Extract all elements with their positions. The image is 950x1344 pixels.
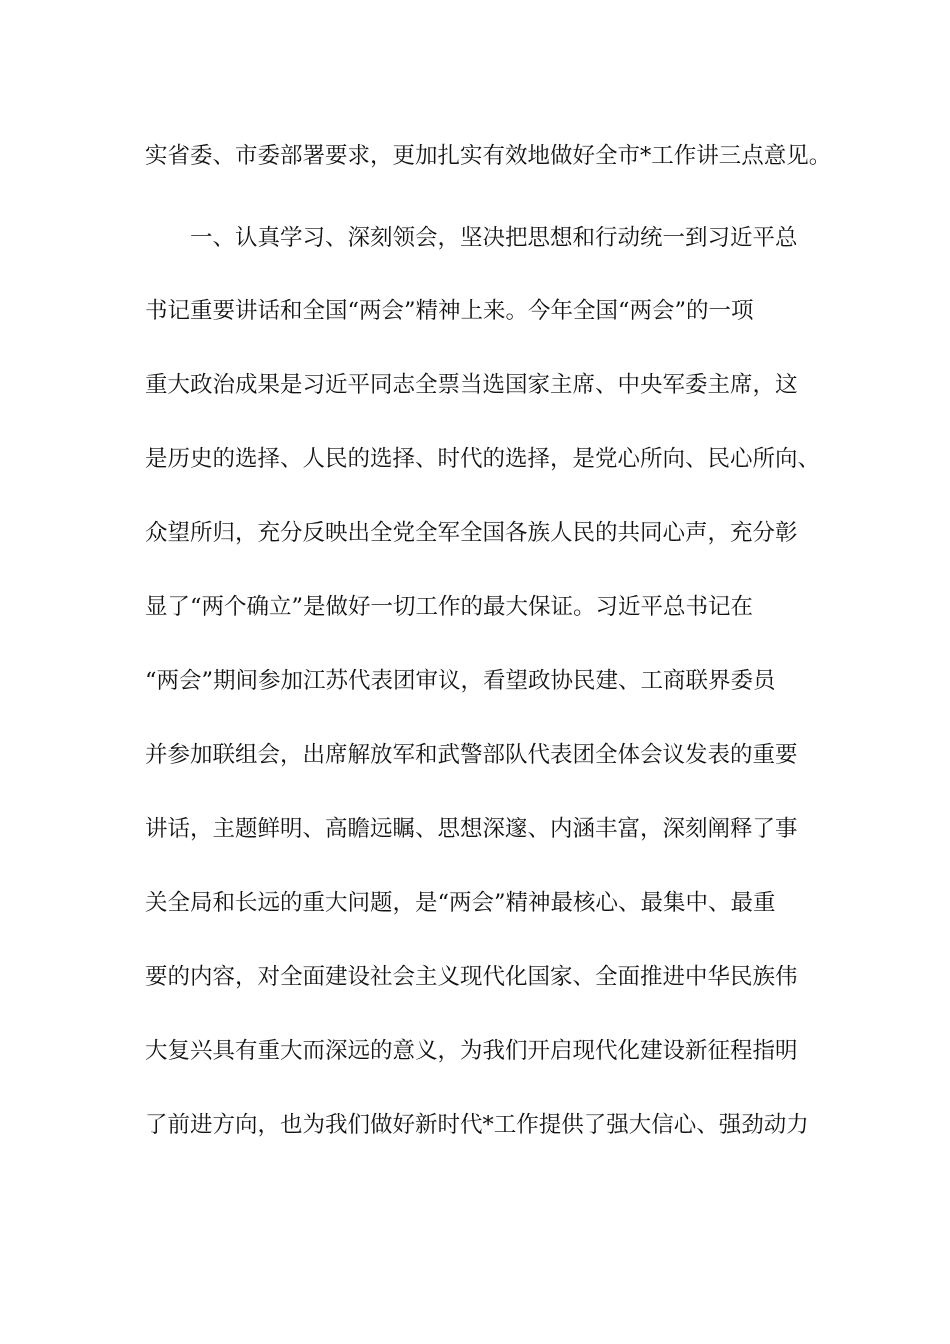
paragraph-line: 重大政治成果是习近平同志全票当选国家主席、中央军委主席，这 xyxy=(145,372,798,398)
paragraph-line: 实省委、市委部署要求，更加扎实有效地做好全市*工作讲三点意见。 xyxy=(145,143,832,169)
paragraph-line: “两会”期间参加江苏代表团审议，看望政协民建、工商联界委员 xyxy=(145,668,776,694)
paragraph-line: 众望所归，充分反映出全党全军全国各族人民的共同心声，充分彰 xyxy=(145,520,798,546)
paragraph-line: 要的内容，对全面建设社会主义现代化国家、全面推进中华民族伟 xyxy=(145,964,798,990)
section-heading-line: 一、认真学习、深刻领会，坚决把思想和行动统一到习近平总 xyxy=(190,225,798,251)
paragraph-line: 并参加联组会，出席解放军和武警部队代表团全体会议发表的重要 xyxy=(145,742,798,768)
paragraph-line: 是历史的选择、人民的选择、时代的选择，是党心所向、民心所向、 xyxy=(145,446,821,472)
paragraph-line: 讲话，主题鲜明、高瞻远瞩、思想深邃、内涵丰富，深刻阐释了事 xyxy=(145,816,798,842)
paragraph-line: 书记重要讲话和全国“两会”精神上来。今年全国“两会”的一项 xyxy=(145,298,754,324)
paragraph-line: 大复兴具有重大而深远的意义，为我们开启现代化建设新征程指明 xyxy=(145,1038,798,1064)
paragraph-line: 显了“两个确立”是做好一切工作的最大保证。习近平总书记在 xyxy=(145,594,754,620)
paragraph-line: 关全局和长远的重大问题，是“两会”精神最核心、最集中、最重 xyxy=(145,890,776,916)
paragraph-line: 了前进方向，也为我们做好新时代*工作提供了强大信心、强劲动力 xyxy=(145,1112,809,1138)
